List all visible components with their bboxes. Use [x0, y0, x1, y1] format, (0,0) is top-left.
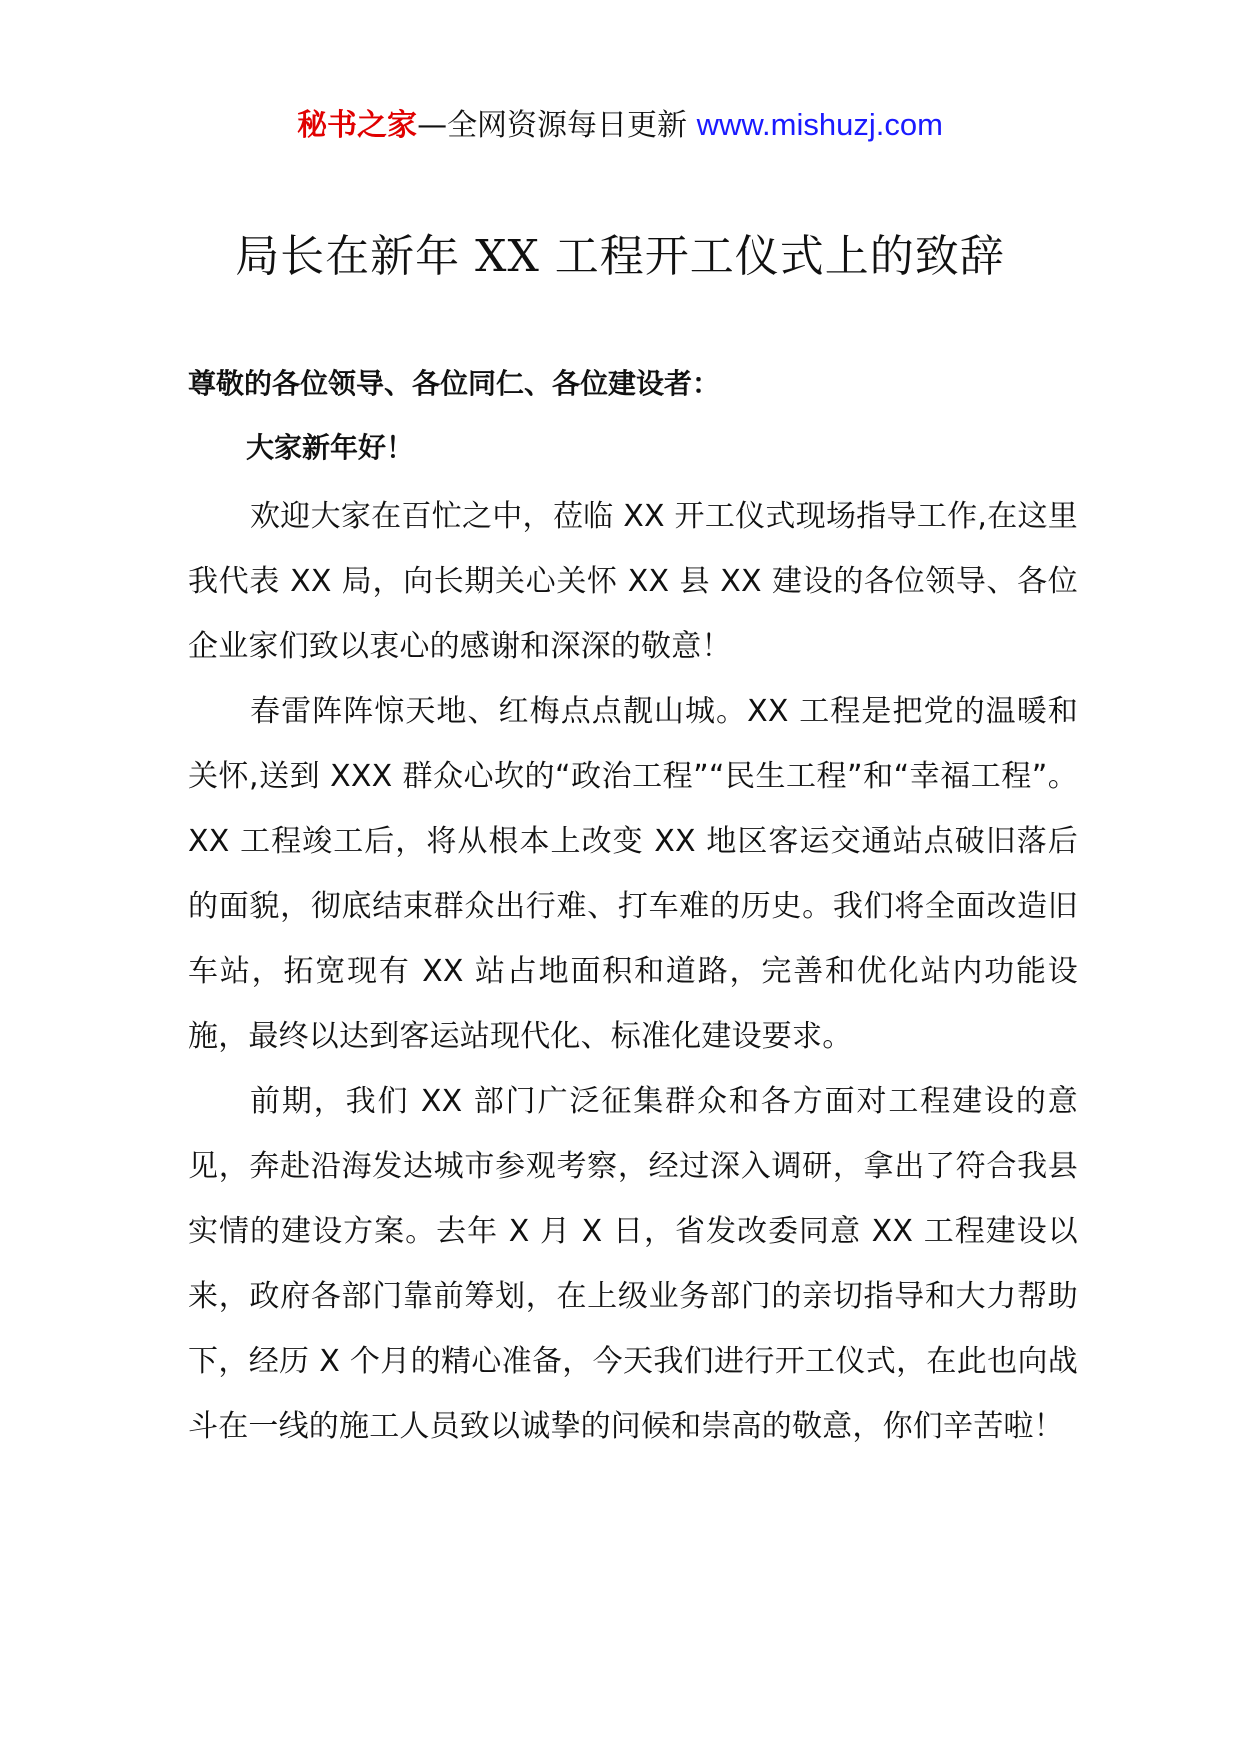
site-header [0, 100, 1240, 151]
paragraph: 欢迎大家在百忙之中，莅临 XX 开工仪式现场指导工作,在这里我代表 XX 局，向长期关心关怀 XX 县 XX 建设的各位领导、各位企业家们致以衷心的感谢和深深的敬意！ [188, 499, 1078, 664]
paragraph: 前期，我们 XX 部门广泛征集群众和各方面对工程建设的意见，奔赴沿海发达城市参观考察，经过深入调研，拿出了符合我县实情的建设方案。去年 X 月 X 日，省发改委同意 XX 工程建设以来，政府各部门靠前筹划，在上级业务部门的亲切指导和大力帮助下，经历 X 个月的精心准备，今天我们进行开工仪式，在此也向战斗在一线的施工人员致以诚挚的问候和崇高的敬意，你们辛苦啦！ [188, 1084, 1078, 1444]
greeting: 大家新年好！ [246, 431, 415, 464]
site-slogan: —全网资源每日更新 [417, 108, 688, 143]
document-body [188, 360, 1078, 1459]
site-url-link[interactable]: www.mishuzj.com [696, 107, 943, 142]
site-brand: 秘书之家 [297, 108, 418, 143]
paragraph: 春雷阵阵惊天地、红梅点点靓山城。XX 工程是把党的温暖和关怀,送到 XXX 群众心坎的“政治工程”“民生工程”和“幸福工程”。XX 工程竣工后，将从根本上改变 XX 地区客运交通站点破旧落后的面貌，彻底结束群众出行难、打车难的历史。我们将全面改造旧车站，拓宽现有 XX 站占地面积和道路，完善和优化站内功能设施，最终以达到客运站现代化、标准化建设要求。 [188, 694, 1078, 1054]
document-title: 局长在新年 XX 工程开工仪式上的致辞 [235, 231, 1005, 282]
salutation: 尊敬的各位领导、各位同仁、各位建设者： [188, 367, 721, 400]
